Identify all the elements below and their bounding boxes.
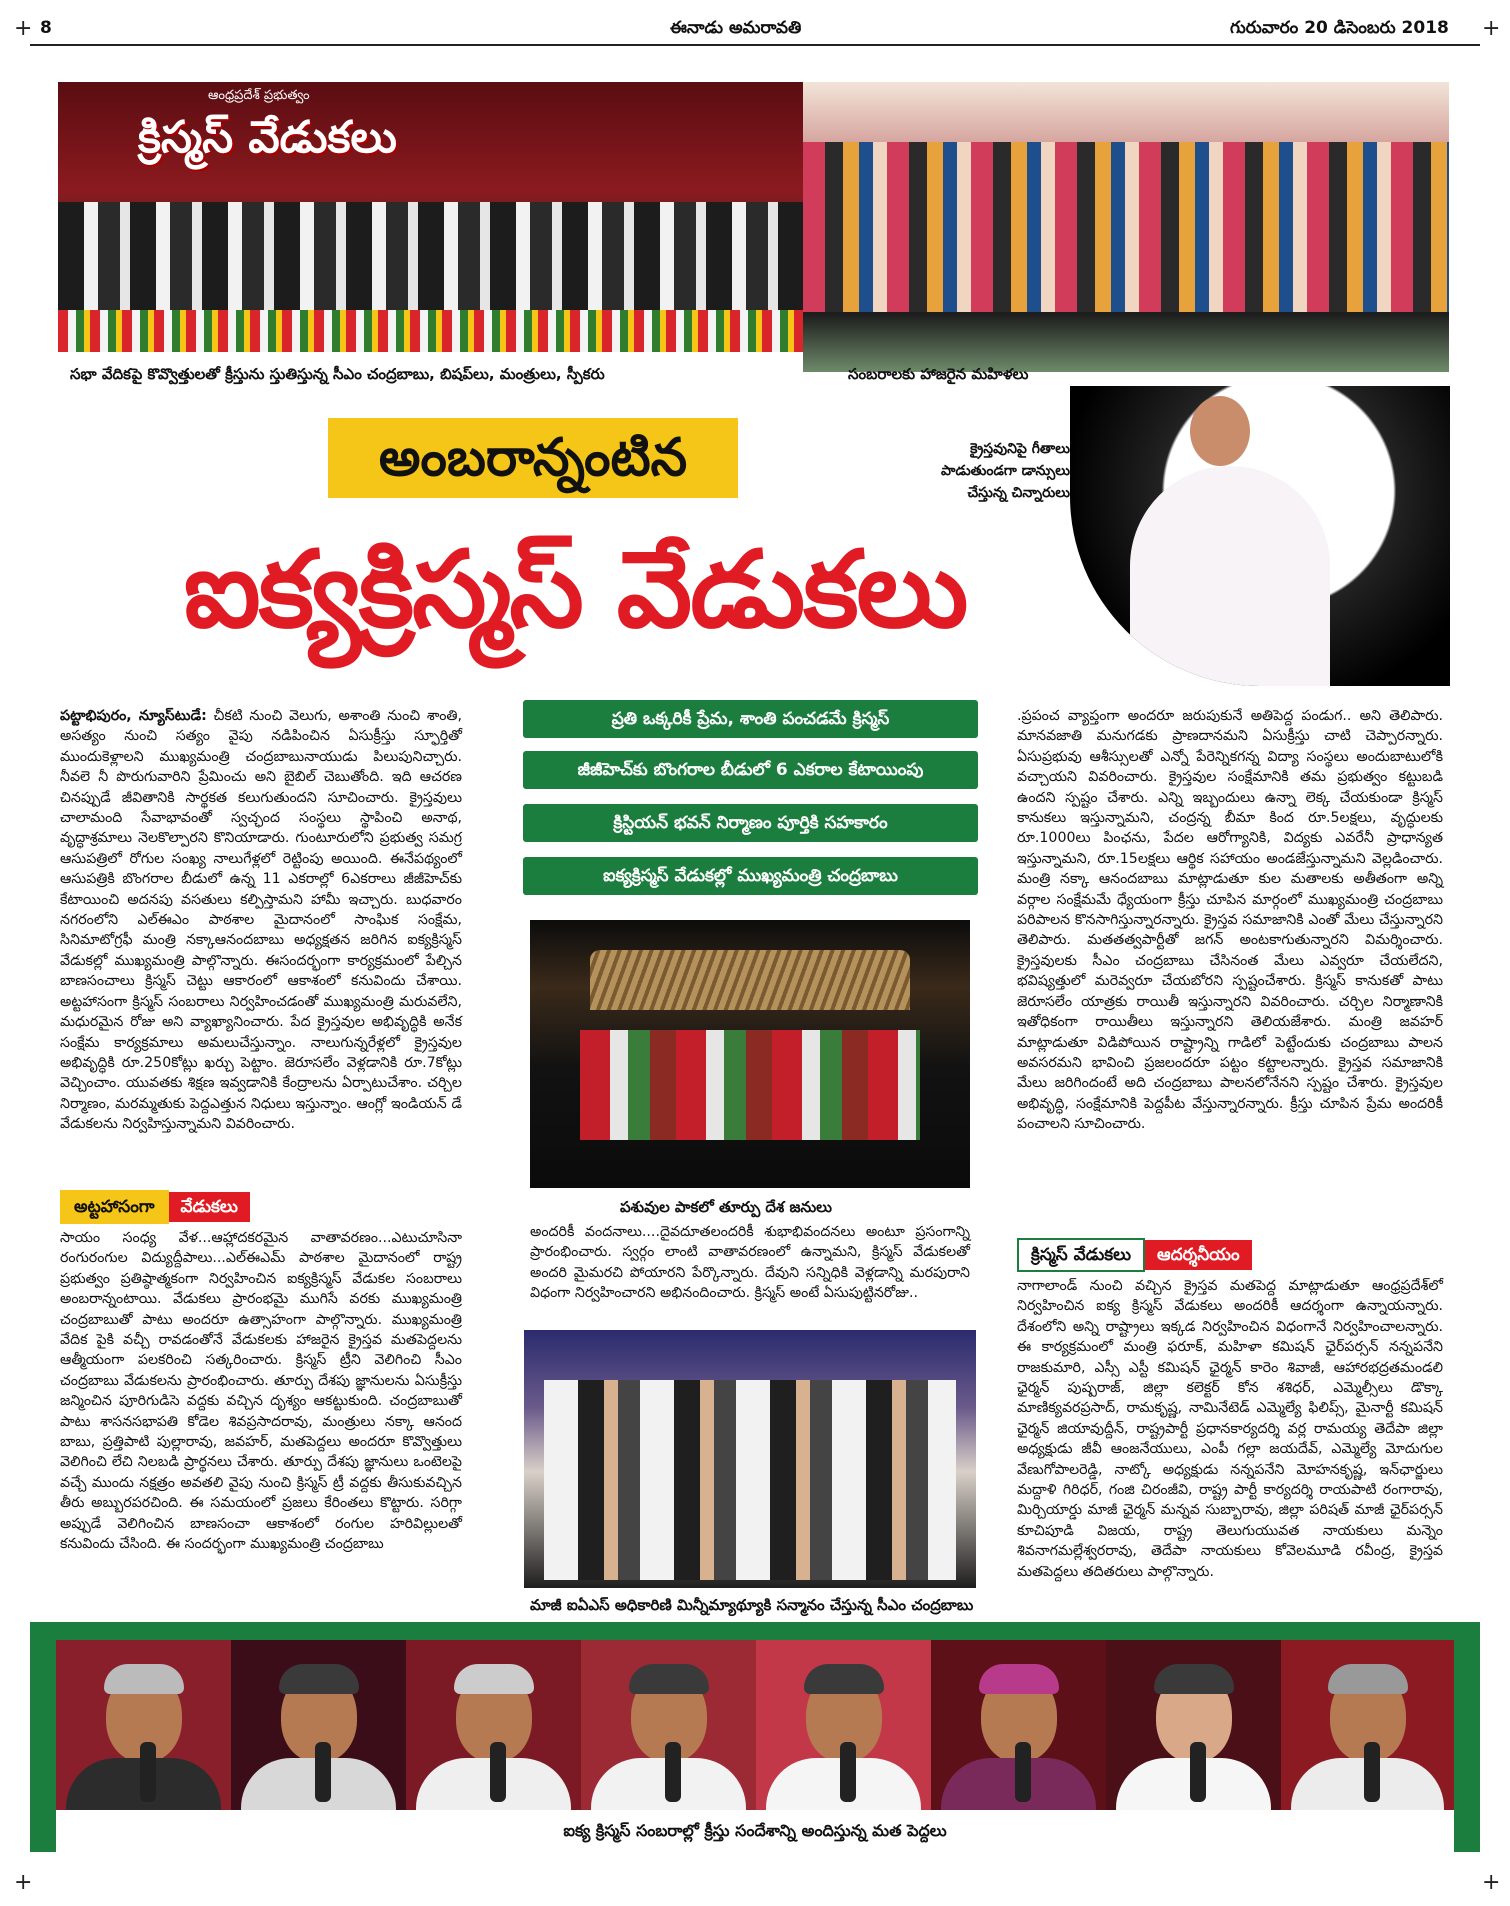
leader-photo xyxy=(406,1640,581,1810)
article-col2-para1: అందరికీ వందనాలు....దైవదూతలందరికీ శుభాభివందనలు అంటూ ప్రసంగాన్ని ప్రారంభించారు. స్వర్గం లాంటి వాతావరణంలో ఉన్నామని, క్రిస్మస్ వేడుకలతో అందరి మైమరచి పోయారని పేర్కొన్నారు. దేవుని సన్నిధికి వెళ్లడాన్ని మరపురాని విధంగా నిర్వహించారని అభినందించారు. క్రిస్మస్ అంటే ఏసుపుట్టినరోజు.. xyxy=(530,1224,970,1302)
nativity-scene-photo xyxy=(530,920,970,1188)
leaders-band xyxy=(30,1622,1480,1852)
page-header xyxy=(0,0,1510,40)
article-column-2 xyxy=(530,1222,970,1304)
article-column-1 xyxy=(60,706,462,1135)
subhead-1-title: వేడుకలు xyxy=(169,1192,250,1222)
felicitation-people xyxy=(544,1380,956,1580)
article-col3-para1: .ప్రపంచ వ్యాప్తంగా అందరూ జరుపుకునే అతిపెద్ద పండుగ.. అని తెలిపారు. మానవజాతి మనుగడకు ప్రాణదానమని ఏసుక్రీస్తు చాటి చెప్పారన్నారు. ఏసుప్రభువు ఆశీస్సులతో ఎన్నో పేరెన్నికగన్న విద్యా సంస్థలు అందుబాటులోకి వచ్చాయని వివరించారు. క్రైస్తవుల సంక్షేమానికి తమ ప్రభుత్వం కట్టుబడి ఉందని స్పష్టం చేశారు. ఎన్ని ఇబ్బందులు ఉన్నా లెక్క చేయకుండా క్రిస్మస్ కానుకలు ఇస్తున్నామని, చంద్రన్న బీమా కింద రూ.5లక్షలు, వృద్ధులకు రూ.1000లు పింఛను, పేదల ఆరోగ్యానికి, విద్యకు ఎవరేనీ ప్రాధాన్యత ఇస్తున్నామని, రూ.15లక్షలు ఆర్థిక సహాయం అండజేస్తున్నామని వెల్లడించారు. మంత్రి నక్కా ఆనందబాబు మాట్లాడుతూ కుల మతాలకు అతీతంగా అన్ని వర్గాల సంక్షేమమే ధ్యేయంగా క్రీస్తు చూపిన మార్గంలో ముఖ్యమంత్రి చంద్రబాబు పరిపాలన కొనసాగిస్తున్నారన్నారు. క్రైస్తవ సమాజానికి ఎంతో మేలు చేస్తున్నారని తెలిపారు. మతతత్వపార్టీతో జగన్ అంటకాగుతున్నారని విమర్శించారు. క్రైస్తవులకు సీఎం చంద్రబాబు చేసినంత మేలు ఎవ్వరూ చేయలేదని, భవిష్యత్తులో మరెవ్వరూ చేయబోరని స్పష్టంచేశారు. క్రిస్మస్ కానుకతో పాటు జెరూసలేం యాత్రకు రాయితీ ఇస్తున్నారని వివరించారు. చర్చిల నిర్మాణానికి ఇతోధికంగా రాయితీలు ఇస్తున్నారని తెలియజేశారు. మంత్రి జవహర్ మాట్లాడుతూ విడిపోయిన రాష్ట్రాన్ని గాడిలో పెట్టేందుకు చంద్రబాబు పాలన అవసరమని భావించి ప్రజలందరూ పట్టం కట్టాలన్నారు. క్రైస్తవ సమాజానికి మేలు జరిగిందంటే అది చంద్రబాబు పాలనలోనేనని స్పష్టం చేశారు. క్రైస్తవుల అభివృద్ధి, సంక్షేమానికి పెద్దపీట వేస్తున్నారన్నారు. క్రీస్తు చూపిన ప్రేమ అందరికీ పంచాలని సూచించారు. xyxy=(1017,708,1443,1133)
crowd-rows xyxy=(803,142,1449,312)
felicitation-photo xyxy=(524,1330,976,1588)
article-column-3 xyxy=(1017,706,1443,1135)
stage-people xyxy=(58,202,820,312)
highlight-box: జీజీహెచ్‌కు బొంగరాల బీడులో 6 ఎకరాల కేటాయింపు xyxy=(523,751,978,789)
header-rule xyxy=(30,44,1480,46)
article-col3-para2: నాగాలాండ్ నుంచి వచ్చిన క్రైస్తవ మతపెద్ద మాట్లాడుతూ ఆంధ్రప్రదేశ్‌లో నిర్వహించిన ఐక్య క్రిస్మస్ వేడుకలు అందరికీ ఆదర్శంగా ఉన్నాయన్నారు. దేశంలోని అన్ని రాష్ట్రాలు ఇక్కడ నిర్వహించిన విధంగానే నిర్వహించాలన్నారు. ఈ కార్యక్రమంలో మంత్రి ఫరూక్, మహిళా కమిషన్ ఛైర్‌పర్సన్ నన్నపనేని రాజకుమారి, ఎస్సీ ఎస్టీ కమిషన్ ఛైర్మన్ కారెం శివాజీ, ఆహారభద్రతమండలి ఛైర్మన్ పుష్పరాజ్, జిల్లా కలెక్టర్ కోన శశిధర్, ఎమ్మెల్సీలు డొక్కా మాణిక్యవరప్రసాద్, రామకృష్ణ, నామినేటెడ్ ఎమ్మెల్యే ఫిలిప్స్, మైనార్టీ కమిషన్ ఛైర్మన్ జియావుద్దీన్, రాష్ట్రపార్టీ ప్రధానకార్యదర్శి వర్ల రామయ్య తెదేపా జిల్లా అధ్యక్షుడు జీవీ ఆంజనేయులు, ఎంపీ గల్లా జయదేవ్, ఎమ్మెల్యే మోదుగుల వేణుగోపాలరెడ్డి, నాట్కో అధ్యక్షుడు నన్నపనేని మోహనకృష్ణ, ఇన్‌ఛార్జులు మద్దాళి గిరిధర్, గంజి చిరంజీవి, రాష్ట్ర పార్టీ కార్యదర్శి రాయపాటి రంగారావు, మిర్చియార్డు మాజీ ఛైర్మన్ మన్నవ సుబ్బారావు, జిల్లా పరిషత్ మాజీ ఛైర్‌పర్సన్ కూచిపూడి విజయ, రాష్ట్ర తెలుగుయువత నాయకులు మన్నెం శివనాగమల్లేశ్వరరావు, తెదేపా నాయకులు కోవెలమూడి రవీంద్ర, క్రైస్తవ మతపెద్దలు తదితరులు పాల్గొన్నారు. xyxy=(1017,1278,1443,1580)
nativity-actors xyxy=(580,1030,920,1140)
girl-dress xyxy=(1130,466,1330,686)
leaders-strip xyxy=(56,1640,1454,1810)
article-dateline: పట్టాభిపురం, న్యూస్‌టుడే: xyxy=(60,708,207,724)
hut-roof xyxy=(590,950,910,1010)
article-column-1-cont xyxy=(60,1228,462,1555)
registration-mark: + xyxy=(14,16,33,41)
women-audience-photo xyxy=(803,82,1449,372)
leader-photo xyxy=(1106,1640,1281,1810)
stage-banner-text: క్రిస్మస్ వేడుకలు xyxy=(138,112,397,163)
leader-photo xyxy=(56,1640,231,1810)
subhead-1-kicker: అట్టహాసంగా xyxy=(60,1190,169,1224)
highlight-box: ఐక్యక్రిస్మస్ వేడుకల్లో ముఖ్యమంత్రి చంద్రబాబు xyxy=(523,857,978,895)
edition-name: ఈనాడు అమరావతి xyxy=(670,18,802,38)
women-photo-caption: సంబరాలకు హాజరైన మహిళలు xyxy=(848,365,1029,383)
stage-banner-small-text: ఆంధ్రప్రదేశ్ ప్రభుత్వం xyxy=(208,88,310,103)
stage-flowers xyxy=(58,310,820,352)
registration-mark: + xyxy=(1482,16,1501,41)
leader-photo xyxy=(1281,1640,1454,1810)
leader-photo xyxy=(231,1640,406,1810)
stage-photo xyxy=(58,82,820,352)
article-column-3-cont xyxy=(1017,1276,1443,1582)
article-col1-para1: చీకటి నుంచి వెలుగు, అశాంతి నుంచి శాంతి, అసత్యం నుంచి సత్యం వైపు నడిపించిన ఏసుక్రీస్తు స్ఫూర్తితో ముందుకెళ్లాలని ముఖ్యమంత్రి చంద్రబాబునాయుడు పిలుపునిచ్చారు. నీవలె నీ పొరుగువారిని ప్రేమించు అని బైబిల్ చెబుతోంది. ఇది ఆచరణ చినప్పుడే జీవితానికి సార్థకత కలుగుతుందని సూచించారు. క్రైస్తవులు చాలామంది సేవాభావంతో స్వచ్ఛంద సంస్థలు స్థాపించి అనాథ, వృద్ధాశ్రమాలు నెలకొల్పారని కొనియాడారు. గుంటూరులోని ప్రభుత్వ సమగ్ర ఆసుపత్రిలో రోగుల సంఖ్య నాలుగేళ్లలో రెట్టింపు అయింది. ఈనేపథ్యంలో ఆసుపత్రికి బొంగరాల బీడులో ఉన్న 11 ఎకరాల్లో 6ఎకరాలు జీజీహెచ్‌కు కేటాయించి అదనపు వసతులు కల్పిస్తామని హామీ ఇచ్చారు. బుధవారం నగరంలోని ఎల్ఈఎం పాఠశాల మైదానంలో సాంఘిక సంక్షేమ, సినిమాటోగ్రఫీ మంత్రి నక్కాఆనందబాబు అధ్యక్షతన జరిగిన ఐక్యక్రిస్మస్ వేడుకల్లో ముఖ్యమంత్రి పాల్గొన్నారు. ఈసందర్భంగా కార్యక్రమంలో పేల్చిన బాణసంచాలు క్రిస్మస్ చెట్టు ఆకారంలో ఆకాశంలో కనువిందు చేశాయి. అట్టహాసంగా క్రిస్మస్ సంబరాలు నిర్వహించడంతో ముఖ్యమంత్రి మరువలేని, మధురమైన రోజు అని వ్యాఖ్యానించారు. పేద క్రైస్తవుల అభివృద్ధికి అనేక సంక్షేమ కార్యక్రమాలు అమలుచేస్తున్నాం. నాలుగున్నరేళ్లలో క్రైస్తవుల అభివృద్ధికి రూ.250కోట్లు ఖర్చు పెట్టాం. జెరూసలేం వెళ్లడానికి రూ.7కోట్లు వెచ్చించాం. యువతకు శిక్షణ ఇవ్వడానికి కేంద్రాలను ఏర్పాటుచేశాం. చర్చిల నిర్మాణం, మరమ్మతుకు పెద్దఎత్తున నిధులు ఇస్తున్నాం. ఆంగ్లో ఇండియన్ డే వేడుకలను నిర్వహిస్తున్నామని వివరించారు. xyxy=(60,708,463,1133)
leader-photo xyxy=(756,1640,931,1810)
headline-main: ఐక్యక్రిస్మస్ వేడుకలు xyxy=(183,528,967,651)
girl-face xyxy=(1190,396,1250,466)
page-number: 8 xyxy=(40,18,52,38)
highlight-box: క్రిస్టియన్ భవన్ నిర్మాణం పూర్తికి సహకారం xyxy=(523,804,978,842)
dancing-girl-photo xyxy=(1070,386,1450,686)
stage-photo-caption: సభా వేదికపై కొవ్వొత్తులతో క్రీస్తును స్తుతిస్తున్న సీఎం చంద్రబాబు, బిషప్‌లు, మంత్రులు, స్పీకరు xyxy=(70,365,605,383)
subhead-1 xyxy=(60,1190,250,1220)
felicitation-caption: మాజీ ఐఏఎస్ అధికారిణి మిన్నీమ్యాథ్యూకి సన్మానం చేస్తున్న సీఎం చంద్రబాబు xyxy=(530,1596,974,1614)
highlight-box: ప్రతి ఒక్కరికీ ప్రేమ, శాంతి పంచడమే క్రిస్మస్ xyxy=(523,700,978,738)
subhead-2-title: ఆదర్శనీయం xyxy=(1145,1240,1252,1270)
leaders-caption: ఐక్య క్రిస్మస్ సంబరాల్లో క్రీస్తు సందేశాన్ని అందిస్తున్న మత పెద్దలు xyxy=(56,1810,1454,1852)
leader-photo xyxy=(931,1640,1106,1810)
headline-kicker: అంబరాన్నంటిన xyxy=(378,428,688,488)
nativity-caption: పశువుల పాకలో తూర్పు దేశ జనులు xyxy=(620,1198,832,1216)
registration-mark: + xyxy=(1482,1870,1501,1895)
leader-photo xyxy=(581,1640,756,1810)
issue-date: గురువారం 20 డిసెంబరు 2018 xyxy=(1230,18,1449,38)
article-col1-para2: సాయం సంధ్య వేళ...ఆహ్లాదకరమైన వాతావరణం...ఎటుచూసినా రంగురంగుల విద్యుద్దీపాలు...ఎల్ఈఎమ్ పాఠశాల మైదానంలో రాష్ట్ర ప్రభుత్వం ప్రతిష్ఠాత్మకంగా నిర్వహించిన ఐక్యక్రిస్మస్ వేడుకల సంబరాలు అంబరాన్నంటాయి. వేడుకలు ప్రారంభమై ముగిసే వరకు ముఖ్యమంత్రి చంద్రబాబుతో పాటు అందరూ ఉత్సాహంగా పాల్గొన్నారు. ముఖ్యమంత్రి వేదిక పైకి వచ్చీ రావడంతోనే వేడుకలకు హాజరైన క్రైస్తవ మతపెద్దలను ఆత్మీయంగా పలకరించి సత్కరించారు. క్రిస్మస్ ట్రీని వెలిగించి సీఎం చంద్రబాబు వేడుకలను ప్రారంభించారు. తూర్పు దేశపు జ్ఞానులను ఏసుక్రీస్తు జన్మించిన పూరిగుడిసె వద్దకు వచ్చిన దృశ్యం ఆకట్టుకుంది. చంద్రబాబుతో పాటు శాసనసభాపతి కోడెల శివప్రసాదరావు, మంత్రులు నక్కా ఆనంద బాబు, ప్రత్తిపాటి పుల్లారావు, జవహర్, మతపెద్దలు అందరూ కొవ్వొత్తులు వెలిగించి లేచి నిలబడి ప్రార్థనలు చేశారు. తూర్పు దేశపు జ్ఞానులు ఒంటెలపై వచ్చే ముందు నక్షత్రం అవతలి వైపు నుంచి క్రిస్మస్ ట్రీ వద్దకు తీసుకువచ్చిన తీరు అబ్బురపరచింది. ఈ సమయంలో ప్రజలు కేరింతలు కొట్టారు. సరిగ్గా అప్పుడే వెలిగించిన బాణసంచా ఆకాశంలో రంగుల హరివిల్లులతో కనువిందు చేసింది. ఈ సందర్భంగా ముఖ్యమంత్రి చంద్రబాబు xyxy=(60,1230,462,1553)
subhead-2 xyxy=(1017,1238,1252,1268)
registration-mark: + xyxy=(14,1870,33,1895)
headline-kicker-box xyxy=(328,418,738,498)
dancing-girl-caption: క్రైస్తవునిపై గీతాలు పాడుతుండగా డాన్సులు చేస్తున్న చిన్నారులు xyxy=(941,441,1070,501)
subhead-2-kicker: క్రిస్మస్ వేడుకలు xyxy=(1017,1238,1145,1272)
